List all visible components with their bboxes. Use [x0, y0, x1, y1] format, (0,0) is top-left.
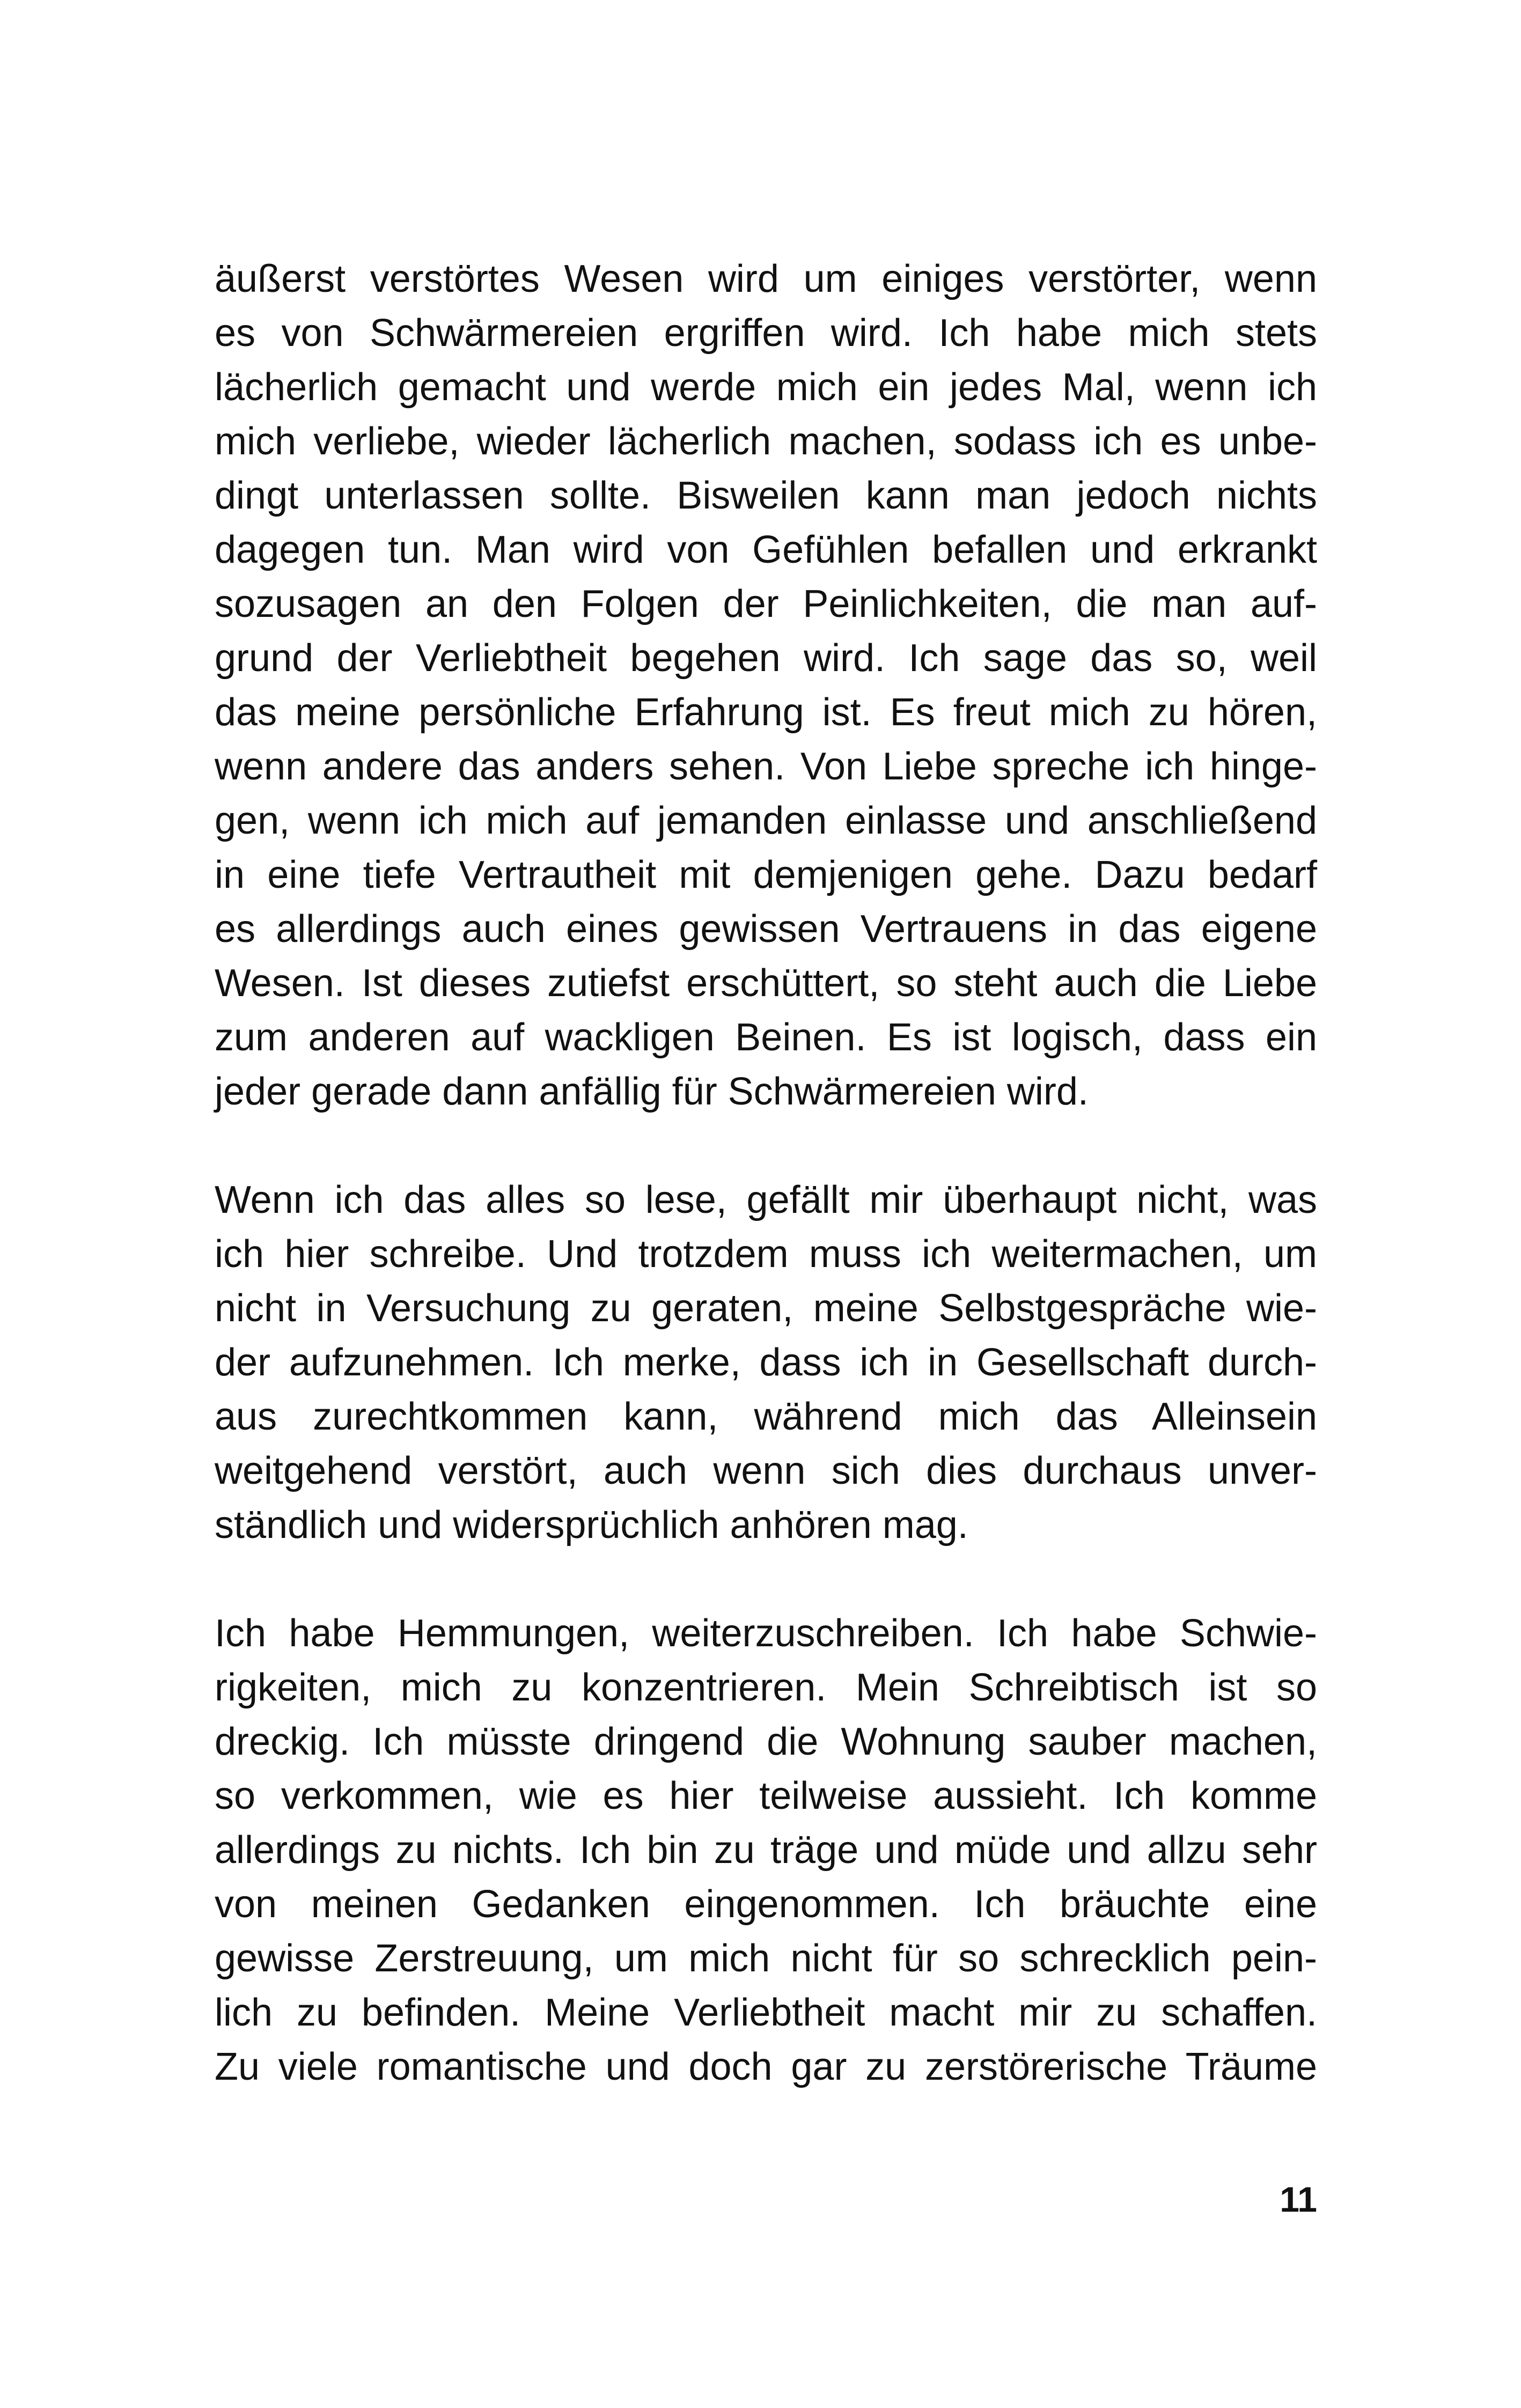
text-line: ich hier schreibe. Und trotzdem muss ich weitermachen, um — [215, 1233, 1317, 1276]
page-number: 11 — [1280, 2179, 1317, 2219]
text-line: allerdings zu nichts. Ich bin zu träge und müde und allzu sehr — [215, 1829, 1317, 1872]
text-line: Zu viele romantische und doch gar zu zerstörerische Träume — [215, 2045, 1317, 2088]
text-line: zum anderen auf wackligen Beinen. Es ist logisch, dass ein — [215, 1016, 1317, 1059]
text-line: Ich habe Hemmungen, weiterzuschreiben. Ich habe Schwie- — [215, 1612, 1317, 1655]
text-line: gewisse Zerstreuung, um mich nicht für so schrecklich pein- — [215, 1937, 1317, 1980]
text-line: so verkommen, wie es hier teilweise aussieht. Ich komme — [215, 1774, 1317, 1817]
text-line: mich verliebe, wieder lächerlich machen, sodass ich es unbe- — [215, 420, 1317, 463]
text-line: es allerdings auch eines gewissen Vertrauens in das eigene — [215, 908, 1317, 951]
text-line: dagegen tun. Man wird von Gefühlen befallen und erkrankt — [215, 528, 1317, 571]
text-line: äußerst verstörtes Wesen wird um einiges verstörter, wenn — [215, 257, 1317, 300]
text-line: nicht in Versuchung zu geraten, meine Selbstgespräche wie- — [215, 1287, 1317, 1330]
paragraph-1 — [215, 252, 1317, 1119]
text-line: weitgehend verstört, auch wenn sich dies durchaus unver- — [215, 1449, 1317, 1492]
text-line: in eine tiefe Vertrautheit mit demjenigen gehe. Dazu bedarf — [215, 853, 1317, 896]
text-line: rigkeiten, mich zu konzentrieren. Mein Schreibtisch ist so — [215, 1666, 1317, 1709]
paragraph-2 — [215, 1173, 1317, 1552]
text-line: gen, wenn ich mich auf jemanden einlasse und anschließend — [215, 799, 1317, 842]
text-line: sozusagen an den Folgen der Peinlichkeiten, die man auf- — [215, 583, 1317, 625]
text-line: es von Schwärmereien ergriffen wird. Ich habe mich stets — [215, 312, 1317, 355]
paragraph-3 — [215, 1607, 1317, 2094]
text-line: lich zu befinden. Meine Verliebtheit macht mir zu schaffen. — [215, 1991, 1317, 2034]
text-line: von meinen Gedanken eingenommen. Ich bräuchte eine — [215, 1883, 1317, 1926]
text-line: aus zurechtkommen kann, während mich das Alleinsein — [215, 1395, 1317, 1438]
text-line: der aufzunehmen. Ich merke, dass ich in Gesellschaft durch- — [215, 1341, 1317, 1384]
text-line: Wesen. Ist dieses zutiefst erschüttert, so steht auch die Liebe — [215, 962, 1317, 1005]
text-line: lächerlich gemacht und werde mich ein jedes Mal, wenn ich — [215, 366, 1317, 409]
text-line: jeder gerade dann anfällig für Schwärmereien wird. — [215, 1070, 1089, 1113]
text-line: ständlich und widersprüchlich anhören mag. — [215, 1504, 968, 1547]
text-line: dingt unterlassen sollte. Bisweilen kann man jedoch nichts — [215, 474, 1317, 517]
body-text — [215, 252, 1317, 2148]
text-line: das meine persönliche Erfahrung ist. Es freut mich zu hören, — [215, 691, 1317, 734]
text-line: dreckig. Ich müsste dringend die Wohnung sauber machen, — [215, 1720, 1317, 1763]
text-line: Wenn ich das alles so lese, gefällt mir überhaupt nicht, was — [215, 1179, 1317, 1221]
text-line: wenn andere das anders sehen. Von Liebe spreche ich hinge- — [215, 745, 1317, 788]
text-line: grund der Verliebtheit begehen wird. Ich sage das so, weil — [215, 637, 1317, 680]
